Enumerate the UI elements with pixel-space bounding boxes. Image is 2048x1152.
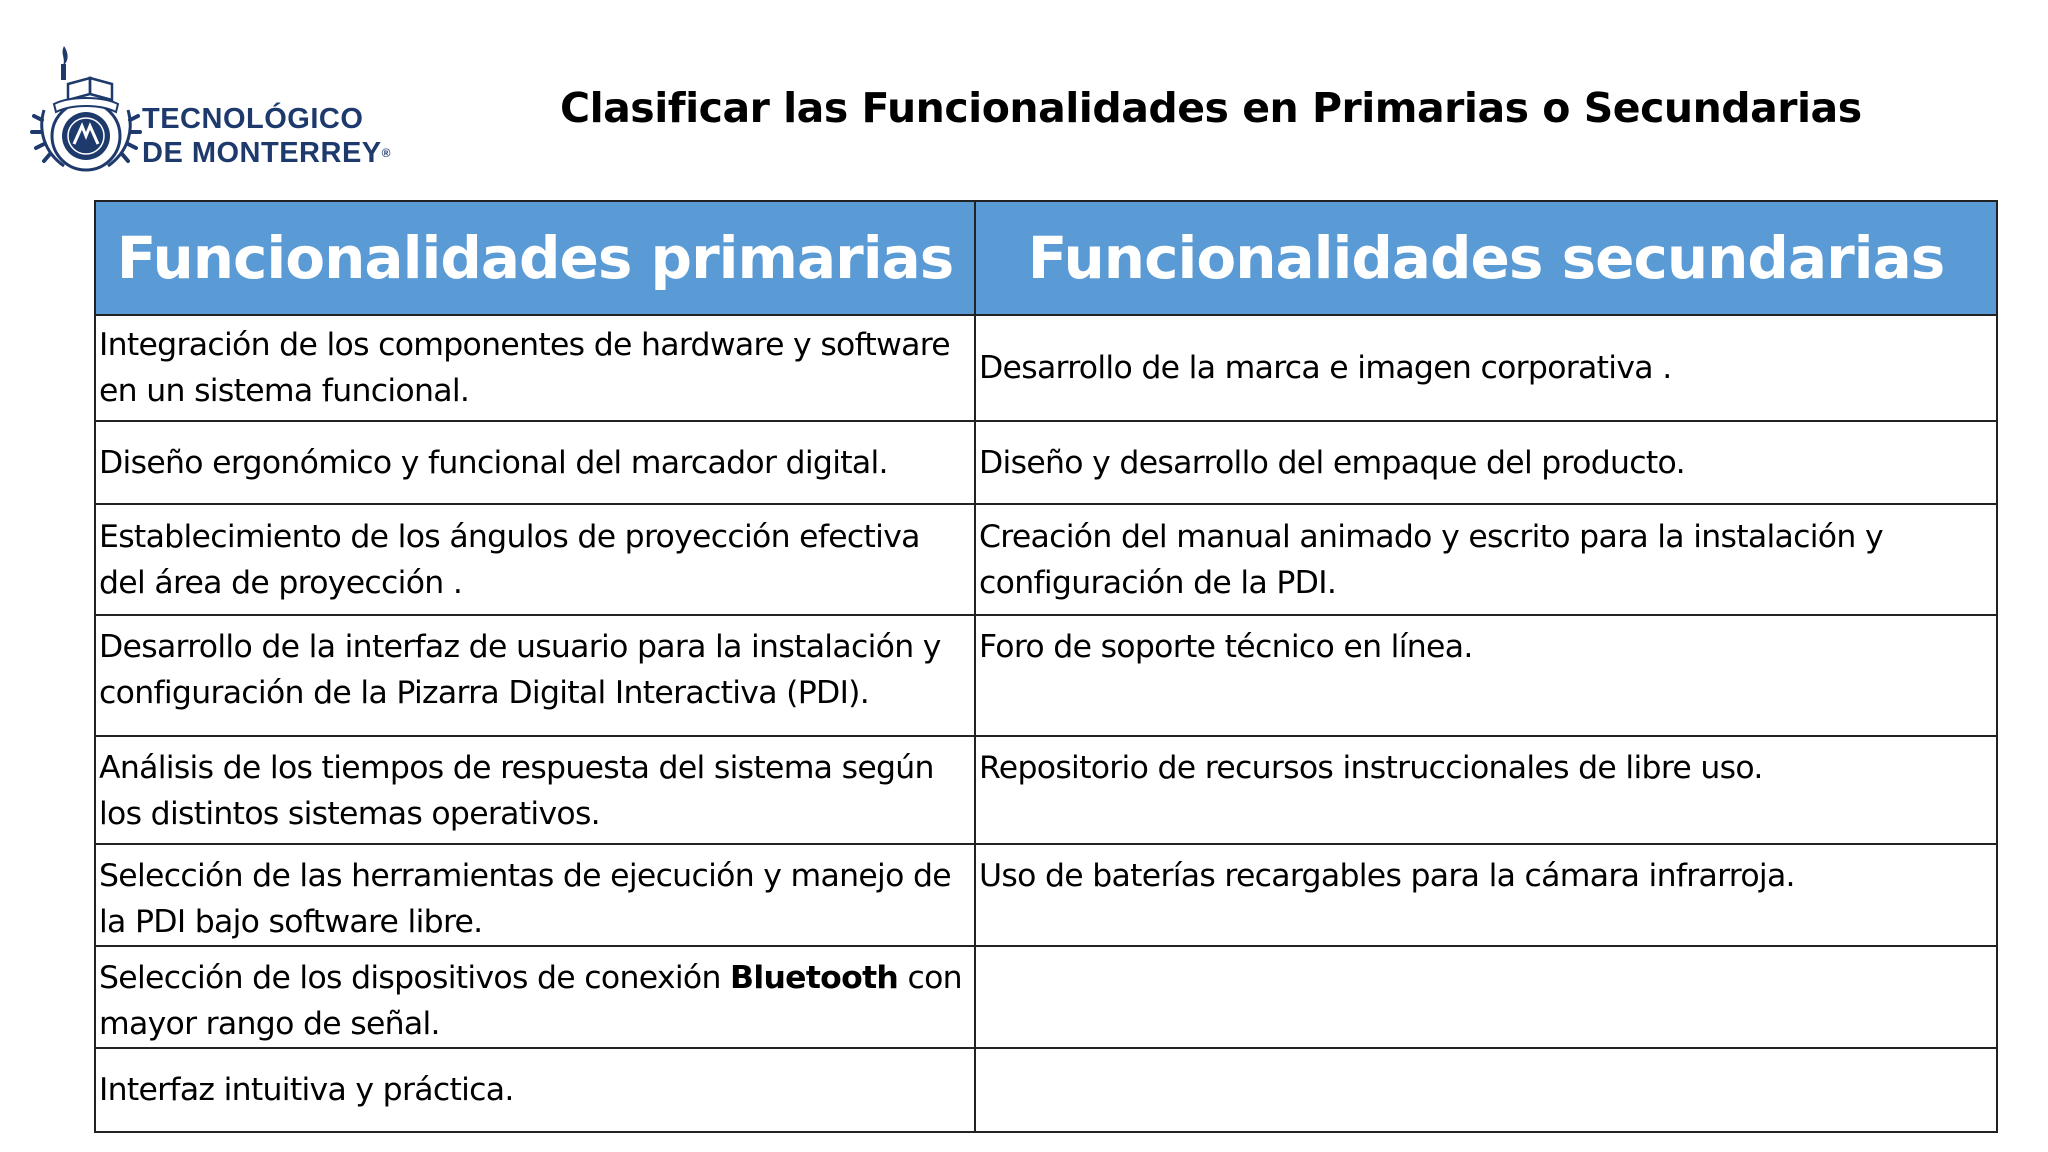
registered-mark: ®: [381, 146, 391, 160]
tec-de-monterrey-seal-icon: [30, 40, 142, 180]
primary-cell: Diseño ergonómico y funcional del marcador digital.: [95, 421, 975, 504]
table-row: [95, 946, 1997, 1048]
functionalities-table: [94, 200, 1998, 1133]
table-row: [95, 315, 1997, 421]
primary-cell: Establecimiento de los ángulos de proyección efectiva del área de proyección .: [95, 504, 975, 615]
table-row: [95, 504, 1997, 615]
primary-cell: Integración de los componentes de hardware y software en un sistema funcional.: [95, 315, 975, 421]
secondary-cell: Creación del manual animado y escrito para la instalación y configuración de la PDI.: [975, 504, 1997, 615]
primary-cell: [95, 946, 975, 1048]
header-secondary: Funcionalidades secundarias: [975, 201, 1997, 315]
header-primary: Funcionalidades primarias: [95, 201, 975, 315]
primary-cell-text: Selección de los dispositivos de conexión: [99, 960, 731, 996]
table-row: [95, 736, 1997, 844]
secondary-cell: [975, 946, 1997, 1048]
primary-cell: Desarrollo de la interfaz de usuario para la instalación y configuración de la Pizarra Digital Interactiva (PDI).: [95, 615, 975, 736]
secondary-cell: Repositorio de recursos instruccionales de libre uso.: [975, 736, 1997, 844]
primary-cell: Interfaz intuitiva y práctica.: [95, 1048, 975, 1132]
secondary-cell: Desarrollo de la marca e imagen corporativa .: [975, 315, 1997, 421]
slide-title: Clasificar las Funcionalidades en Primarias o Secundarias: [560, 84, 1862, 132]
secondary-cell: [975, 1048, 1997, 1132]
primary-cell: Análisis de los tiempos de respuesta del sistema según los distintos sistemas operativos.: [95, 736, 975, 844]
table-row: [95, 615, 1997, 736]
bluetooth-emphasis: Bluetooth: [730, 960, 899, 996]
secondary-cell: Foro de soporte técnico en línea.: [975, 615, 1997, 736]
secondary-cell: Uso de baterías recargables para la cámara infrarroja.: [975, 844, 1997, 946]
logo-line-2-text: DE MONTERREY: [142, 137, 382, 169]
primary-cell-text-end: con mayor rango de señal.: [99, 960, 962, 1042]
table-row: [95, 844, 1997, 946]
primary-cell: Selección de las herramientas de ejecución y manejo de la PDI bajo software libre.: [95, 844, 975, 946]
logo-line-1: TECNOLÓGICO: [142, 103, 364, 135]
secondary-cell: Diseño y desarrollo del empaque del producto.: [975, 421, 1997, 504]
table-row: [95, 1048, 1997, 1132]
logo-line-2: [142, 136, 391, 170]
logo-wordmark: [142, 102, 391, 170]
table-row: [95, 421, 1997, 504]
tec-de-monterrey-logo: [30, 40, 400, 180]
table-header-row: [95, 201, 1997, 315]
